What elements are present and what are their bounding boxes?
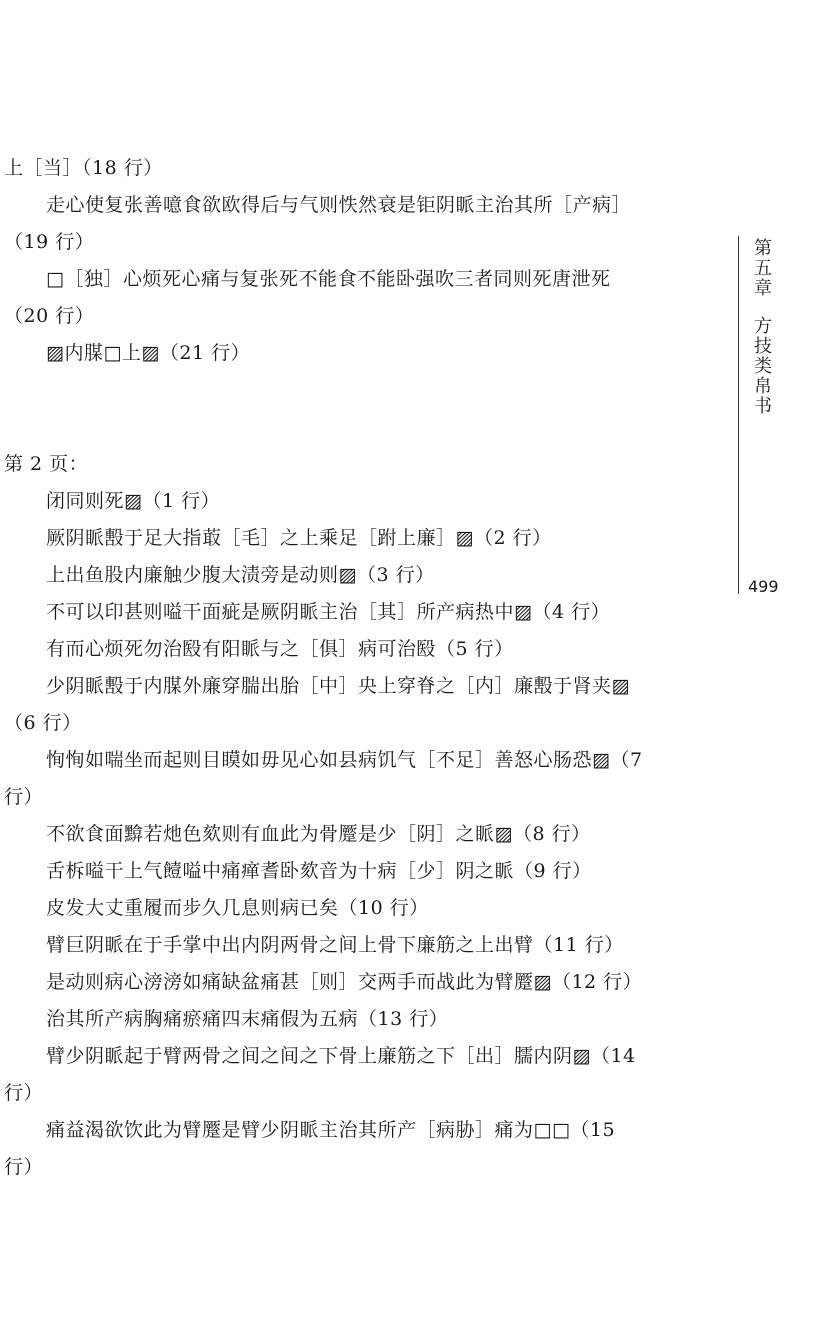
text-line: □［独］心烦死心痛与复张死不能食不能卧强吹三者同则死唐泄死 xyxy=(46,268,611,290)
text-line: 舌柝嗌干上气饐嗌中痛瘅耆卧欬音为十病［少］阴之眽（9 行） xyxy=(46,860,592,882)
text-line: 行） xyxy=(4,1082,44,1104)
text-line: 不欲食面黭若灺色欬则有血此为骨蹷是少［阴］之眽▨（8 行） xyxy=(46,823,591,845)
text-line: 不可以印甚则嗌干面疵是厥阴眽主治［其］所产病热中▨（4 行） xyxy=(46,601,611,623)
text-line: ▨内腜□上▨（21 行） xyxy=(46,342,251,364)
text-line: 痛益渴欲饮此为臂蹷是臂少阴眽主治其所产［病胁］痛为□□（15 xyxy=(46,1119,616,1141)
text-line: 行） xyxy=(4,786,44,808)
side-running-header xyxy=(748,238,774,416)
text-line: （19 行） xyxy=(4,231,95,253)
text-line: 臂少阴眽起于臂两骨之间之间之下骨上廉筋之下［出］臑内阴▨（14 xyxy=(46,1045,636,1067)
text-line: 闭同则死▨（1 行） xyxy=(46,490,221,512)
text-line: 是动则病心滂滂如痛缺盆痛甚［则］交两手而战此为臂蹷▨（12 行） xyxy=(46,971,643,993)
text-line: 治其所产病胸痛瘀痛四末痛假为五病（13 行） xyxy=(46,1008,449,1030)
text-line: 上出鱼股内廉触少腹大渍旁是动则▨（3 行） xyxy=(46,564,435,586)
text-line: 少阴眽毄于内腜外廉穿腨出胎［中］央上穿脊之［内］廉毄于肾夹▨ xyxy=(46,675,630,697)
page-number: 499 xyxy=(748,577,779,596)
side-rule xyxy=(738,236,739,594)
text-line: 恂恂如喘坐而起则目瞙如毋见心如县病饥气［不足］善怒心肠恐▨（7 xyxy=(46,749,643,771)
text-line: 上［当］（18 行） xyxy=(4,157,163,179)
text-line: 皮发大丈重履而步久几息则病已矣（10 行） xyxy=(46,897,429,919)
text-line: 臂巨阴眽在于手掌中出内阴两骨之间上骨下廉筋之上出臂（11 行） xyxy=(46,934,624,956)
chapter-label: 第五章 xyxy=(751,238,772,298)
chapter-title: 方技类帛书 xyxy=(751,316,772,416)
text-line: 厥阴眽毄于足大指菆［毛］之上乘足［跗上廉］▨（2 行） xyxy=(46,527,552,549)
text-line: （6 行） xyxy=(4,712,82,734)
text-line: （20 行） xyxy=(4,305,95,327)
section-heading: 第 2 页： xyxy=(4,453,89,475)
text-line: 行） xyxy=(4,1156,44,1178)
text-line: 走心使复张善噫食欲欧得后与气则怢然衰是钜阴眽主治其所［产病］ xyxy=(46,194,632,216)
text-line: 有而心烦死勿治殹有阳眽与之［俱］病可治殹（5 行） xyxy=(46,638,514,660)
